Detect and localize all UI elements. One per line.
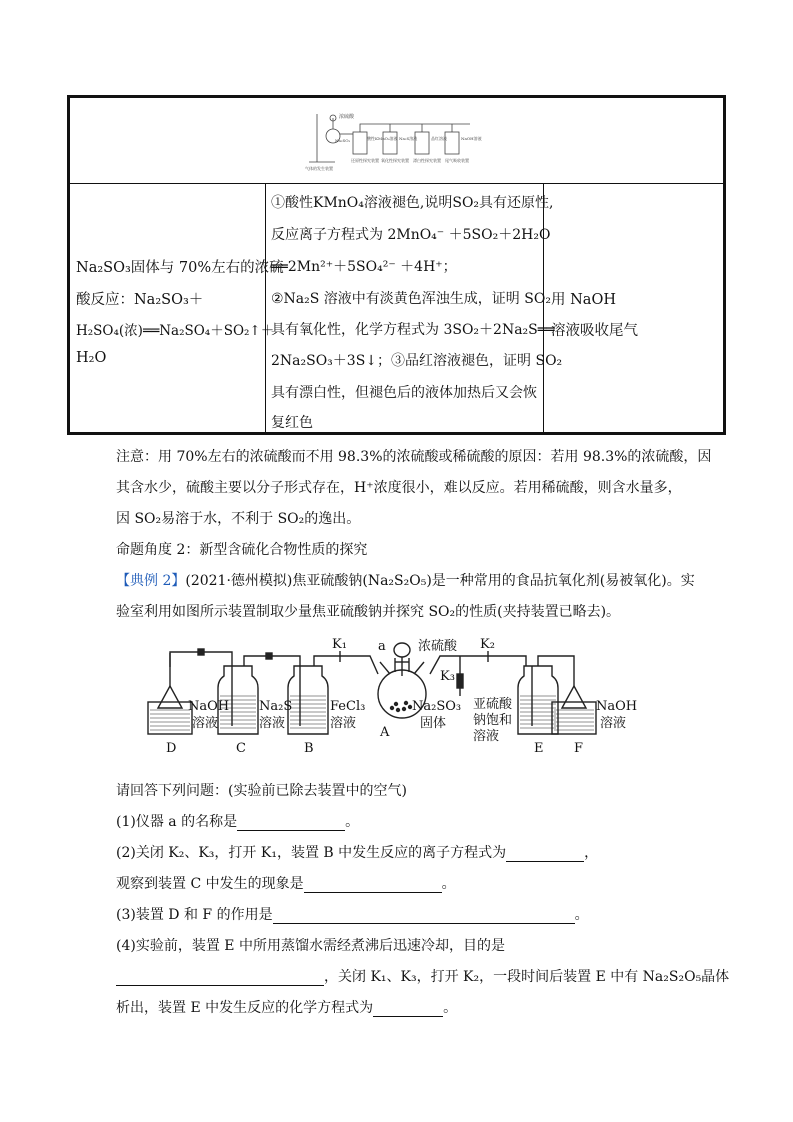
q1-end: 。 xyxy=(345,814,360,830)
col1-line-4: H₂O xyxy=(76,350,107,366)
col2-line-8: 复红色 xyxy=(271,415,313,431)
col1-line-1: Na₂SO₃固体与 70%左右的浓硫 xyxy=(76,260,284,276)
q2b-text: 观察到装置 C 中发生的现象是 xyxy=(116,876,304,892)
label-a: a xyxy=(378,639,386,654)
mini-label-tail: 尾气吸收装置 xyxy=(445,158,469,163)
table-row-divider xyxy=(68,183,725,184)
label-D: D xyxy=(166,741,177,756)
label-C: C xyxy=(236,741,246,756)
mini-label-pinkred: 品红溶液 xyxy=(431,136,447,141)
q4c-text: 析出，装置 E 中发生反应的化学方程式为 xyxy=(116,1000,374,1016)
question-1 xyxy=(116,811,359,831)
angle-heading: 命题角度 2：新型含硫化合物性质的探究 xyxy=(116,542,368,558)
col1-line-2: 酸反应：Na₂SO₃＋ xyxy=(76,292,204,308)
mini-label-naoh: NaOH溶液 xyxy=(461,136,482,141)
label-k1: K₁ xyxy=(332,637,347,652)
questions-intro: 请回答下列问题：(实验前已除去装置中的空气) xyxy=(116,783,407,799)
mini-label-gen: 气体的发生装置 xyxy=(305,166,333,171)
col2-line-4: ②Na₂S 溶液中有淡黄色浑浊生成，证明 SO₂ xyxy=(271,291,551,307)
mini-label-bleach: 漂白性探究装置 xyxy=(413,158,441,163)
question-3 xyxy=(116,904,589,924)
question-4c xyxy=(116,997,457,1017)
label-acid: 浓硫酸 xyxy=(418,639,458,654)
example-tag: 【典例 2】 xyxy=(116,573,186,589)
label-sol-f: 溶液 xyxy=(600,716,627,731)
label-sol-b: 溶液 xyxy=(330,716,357,731)
q1-blank[interactable] xyxy=(237,816,345,831)
q1-text: (1)仪器 a 的名称是 xyxy=(116,814,238,830)
q2a-blank[interactable] xyxy=(506,847,584,862)
q3-end: 。 xyxy=(574,907,589,923)
mini-label-ox: 氧化性探究装置 xyxy=(381,158,409,163)
col3-line-1: 用 NaOH xyxy=(551,292,616,308)
q4c-end: 。 xyxy=(443,1000,458,1016)
example-text-1: (2021·德州模拟)焦亚硫酸钠(Na₂S₂O₅)是一种常用的食品抗氧化剂(易被氧化)。实 xyxy=(185,573,695,589)
q2a-text: (2)关闭 K₂、K₃，打开 K₁，装置 B 中发生反应的离子方程式为 xyxy=(116,845,507,861)
col2-line-5: 具有氧化性，化学方程式为 3SO₂＋2Na₂S══ xyxy=(271,322,555,338)
label-F: F xyxy=(574,741,584,756)
col2-line-3: ══2Mn²⁺＋5SO₄²⁻ ＋4H⁺； xyxy=(271,259,457,275)
question-2b xyxy=(116,873,456,893)
col3-line-2: 溶液吸收尾气 xyxy=(551,323,638,339)
mini-label-acid: 浓硫酸 xyxy=(339,114,355,120)
label-fecl3: FeCl₃ xyxy=(330,699,366,714)
example-line-2: 验室利用如图所示装置制取少量焦亚硫酸钠并探究 SO₂的性质(夹持装置已略去)。 xyxy=(116,604,621,620)
mini-label-na2s: Na₂S溶液 xyxy=(399,136,418,141)
label-sol-d: 溶液 xyxy=(192,716,219,731)
table-col-divider-2 xyxy=(543,183,544,433)
q3-text: (3)装置 D 和 F 的作用是 xyxy=(116,907,273,923)
note-line-1: 注意：用 70%左右的浓硫酸而不用 98.3%的浓硫酸或稀硫酸的原因：若用 98.3%的浓硫酸，因 xyxy=(116,449,712,465)
note-line-2: 其含水少，硫酸主要以分子形式存在，H⁺浓度很小，难以反应。若用稀硫酸，则含水量多， xyxy=(116,480,682,496)
q4-blank-2[interactable] xyxy=(373,1002,443,1017)
question-2a xyxy=(116,842,598,862)
q2b-blank[interactable] xyxy=(304,878,442,893)
note-line-3: 因 SO₂易溶于水，不利于 SO₂的逸出。 xyxy=(116,511,361,527)
question-4b xyxy=(116,966,729,986)
col2-line-1: ①酸性KMnO₄溶液褪色,说明SO₂具有还原性, xyxy=(271,195,554,211)
label-B: B xyxy=(304,741,314,756)
q2b-end: 。 xyxy=(441,876,456,892)
example-line-1 xyxy=(116,570,695,590)
mini-label-kmno4: 酸性KMnO₄溶液 xyxy=(367,136,398,141)
label-naoh-f: NaOH xyxy=(596,699,638,714)
label-sol-c: 溶液 xyxy=(259,716,286,731)
table-col-divider-1 xyxy=(265,183,266,433)
label-E: E xyxy=(534,741,544,756)
col2-line-7: 具有漂白性，但褪色后的液体加热后又会恢 xyxy=(271,385,537,401)
q3-blank[interactable] xyxy=(273,909,575,924)
col1-line-3: H₂SO₄(浓)══Na₂SO₄＋SO₂↑＋ xyxy=(76,323,275,339)
apparatus-figure xyxy=(140,636,660,758)
mini-apparatus-figure xyxy=(305,110,500,172)
label-solid: 固体 xyxy=(420,716,447,731)
label-na2so3: Na₂SO₃ xyxy=(412,699,462,714)
label-k2: K₂ xyxy=(480,637,495,652)
label-naoh-d: NaOH xyxy=(188,699,230,714)
mini-label-red: 还原性探究装置 xyxy=(351,158,379,163)
question-4a: (4)实验前，装置 E 中所用蒸馏水需经煮沸后迅速冷却，目的是 xyxy=(116,938,505,954)
label-sat-3: 溶液 xyxy=(473,729,500,744)
label-sat-2: 钠饱和 xyxy=(473,713,513,728)
q2a-end: ， xyxy=(584,845,599,861)
q4b-text: ，关闭 K₁、K₃，打开 K₂，一段时间后装置 E 中有 Na₂S₂O₅晶体 xyxy=(324,969,730,985)
label-na2s: Na₂S xyxy=(259,699,293,714)
label-k3: K₃ xyxy=(440,669,455,684)
label-sat-1: 亚硫酸 xyxy=(473,697,513,712)
label-A: A xyxy=(380,725,390,740)
mini-label-na2so3: Na₂SO₃ xyxy=(335,138,351,143)
q4-blank-1[interactable] xyxy=(116,971,324,986)
col2-line-6: 2Na₂SO₃＋3S↓；③品红溶液褪色，证明 SO₂ xyxy=(271,353,563,369)
col2-line-2: 反应离子方程式为 2MnO₄⁻ ＋5SO₂＋2H₂O xyxy=(271,227,551,243)
